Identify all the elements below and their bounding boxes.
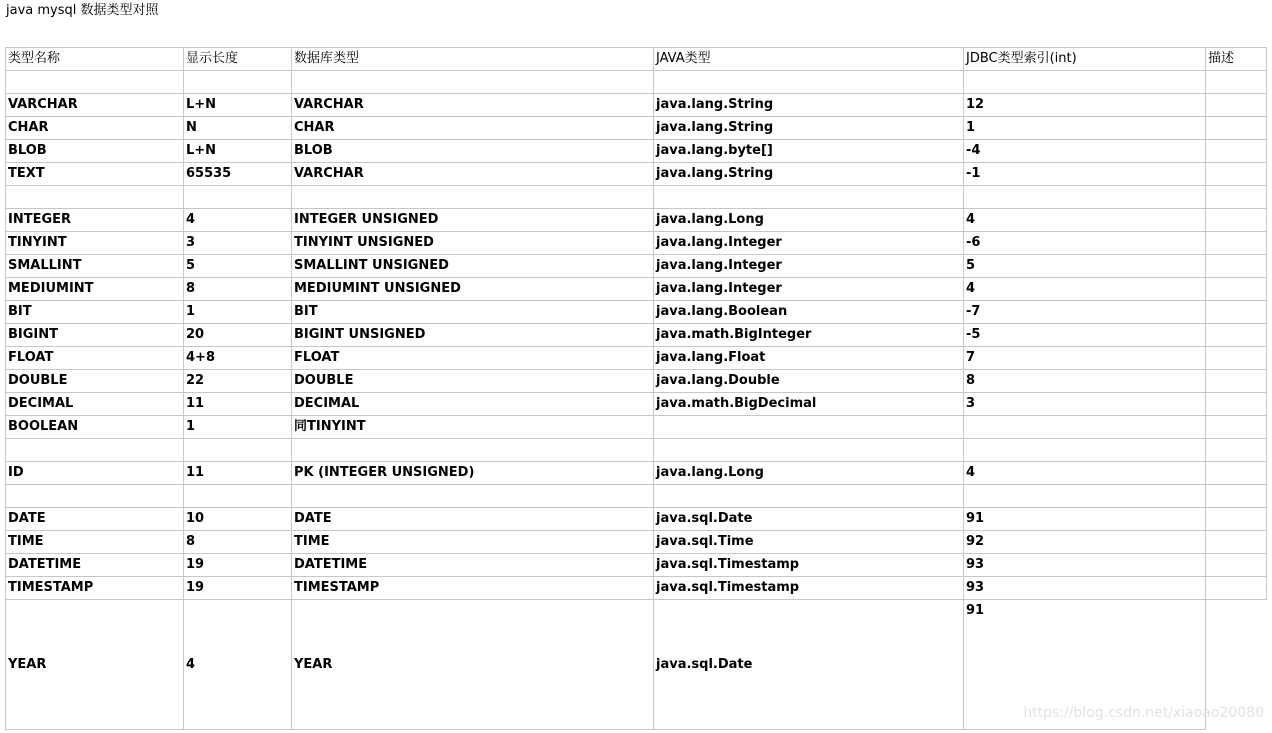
cell-type-name: TINYINT xyxy=(6,232,184,255)
cell-description xyxy=(1206,462,1267,485)
cell-display-length xyxy=(184,71,292,94)
cell-type-name xyxy=(6,485,184,508)
cell-db-type: TIMESTAMP xyxy=(292,577,654,600)
cell-display-length xyxy=(184,186,292,209)
cell-java-type xyxy=(654,71,964,94)
cell-description xyxy=(1206,163,1267,186)
cell-java-type: java.math.BigInteger xyxy=(654,324,964,347)
cell-db-type: FLOAT xyxy=(292,347,654,370)
cell-jdbc-index: 4 xyxy=(964,278,1206,301)
cell-db-type: VARCHAR xyxy=(292,94,654,117)
cell-display-length: 22 xyxy=(184,370,292,393)
cell-type-name: BOOLEAN xyxy=(6,416,184,439)
cell-description xyxy=(1206,485,1267,508)
cell-jdbc-index: -1 xyxy=(964,163,1206,186)
cell-description xyxy=(1206,370,1267,393)
cell-db-type: INTEGER UNSIGNED xyxy=(292,209,654,232)
cell-description xyxy=(1206,94,1267,117)
cell-java-type: java.lang.Integer xyxy=(654,232,964,255)
cell-display-length xyxy=(184,485,292,508)
cell-jdbc-index: -6 xyxy=(964,232,1206,255)
table-row xyxy=(6,485,1267,508)
cell-java-type xyxy=(654,485,964,508)
cell-jdbc-index: -4 xyxy=(964,140,1206,163)
cell-jdbc-index: 93 xyxy=(964,554,1206,577)
cell-type-name: BIT xyxy=(6,301,184,324)
watermark: https://blog.csdn.net/xiaoao20080 xyxy=(1023,705,1264,721)
cell-type-name: BLOB xyxy=(6,140,184,163)
cell-display-length: N xyxy=(184,117,292,140)
cell-jdbc-index: 5 xyxy=(964,255,1206,278)
cell-description xyxy=(1206,255,1267,278)
cell-db-type: TIME xyxy=(292,531,654,554)
cell-display-length: 19 xyxy=(184,554,292,577)
table-row xyxy=(6,439,1267,462)
header-description: 描述 xyxy=(1206,48,1267,71)
table-row xyxy=(6,301,1267,324)
table-row xyxy=(6,186,1267,209)
cell-jdbc-index: 12 xyxy=(964,94,1206,117)
table-row xyxy=(6,71,1267,94)
cell-type-name: VARCHAR xyxy=(6,94,184,117)
cell-display-length: 19 xyxy=(184,577,292,600)
table-row xyxy=(6,140,1267,163)
cell-type-name: BIGINT xyxy=(6,324,184,347)
cell-type-name: DATETIME xyxy=(6,554,184,577)
cell-java-type: java.lang.Integer xyxy=(654,255,964,278)
type-mapping-table xyxy=(5,47,1267,730)
cell-db-type: BIGINT UNSIGNED xyxy=(292,324,654,347)
cell-description xyxy=(1206,347,1267,370)
table-row xyxy=(6,508,1267,531)
cell-db-type xyxy=(292,485,654,508)
cell-java-type: java.lang.String xyxy=(654,94,964,117)
cell-description xyxy=(1206,554,1267,577)
cell-db-type: TINYINT UNSIGNED xyxy=(292,232,654,255)
cell-jdbc-index xyxy=(964,485,1206,508)
cell-display-length: 1 xyxy=(184,301,292,324)
cell-display-length: 3 xyxy=(184,232,292,255)
cell-display-length: 8 xyxy=(184,531,292,554)
cell-description xyxy=(1206,278,1267,301)
cell-type-name: TEXT xyxy=(6,163,184,186)
cell-display-length: 20 xyxy=(184,324,292,347)
cell-java-type xyxy=(654,439,964,462)
cell-java-type xyxy=(654,186,964,209)
cell-db-type: SMALLINT UNSIGNED xyxy=(292,255,654,278)
table-row xyxy=(6,370,1267,393)
cell-display-length xyxy=(184,439,292,462)
cell-java-type: java.lang.byte[] xyxy=(654,140,964,163)
cell-jdbc-index: 4 xyxy=(964,462,1206,485)
cell-db-type: DECIMAL xyxy=(292,393,654,416)
cell-jdbc-index: 93 xyxy=(964,577,1206,600)
cell-type-name: CHAR xyxy=(6,117,184,140)
table-row xyxy=(6,416,1267,439)
table-row xyxy=(6,278,1267,301)
cell-display-length: 11 xyxy=(184,393,292,416)
cell-jdbc-index: -7 xyxy=(964,301,1206,324)
cell-java-type: java.sql.Time xyxy=(654,531,964,554)
cell-type-name: DECIMAL xyxy=(6,393,184,416)
cell-db-type xyxy=(292,71,654,94)
cell-type-name: ID xyxy=(6,462,184,485)
cell-jdbc-index: 92 xyxy=(964,531,1206,554)
cell-db-type: BLOB xyxy=(292,140,654,163)
cell-jdbc-index: 91 xyxy=(964,600,1206,730)
cell-type-name xyxy=(6,71,184,94)
cell-description xyxy=(1206,324,1267,347)
cell-display-length: 10 xyxy=(184,508,292,531)
cell-display-length: 1 xyxy=(184,416,292,439)
cell-display-length: 4 xyxy=(184,600,292,730)
cell-type-name: DOUBLE xyxy=(6,370,184,393)
cell-description xyxy=(1206,508,1267,531)
cell-type-name: FLOAT xyxy=(6,347,184,370)
cell-java-type: java.lang.Integer xyxy=(654,278,964,301)
cell-jdbc-index: 1 xyxy=(964,117,1206,140)
cell-type-name: YEAR xyxy=(6,600,184,730)
cell-db-type: MEDIUMINT UNSIGNED xyxy=(292,278,654,301)
cell-db-type: VARCHAR xyxy=(292,163,654,186)
cell-db-type: PK (INTEGER UNSIGNED) xyxy=(292,462,654,485)
cell-type-name xyxy=(6,186,184,209)
cell-db-type: CHAR xyxy=(292,117,654,140)
cell-description xyxy=(1206,301,1267,324)
cell-jdbc-index: 91 xyxy=(964,508,1206,531)
cell-jdbc-index: 7 xyxy=(964,347,1206,370)
cell-description xyxy=(1206,209,1267,232)
cell-jdbc-index xyxy=(964,71,1206,94)
cell-type-name: TIME xyxy=(6,531,184,554)
table-body xyxy=(6,48,1267,730)
table-row xyxy=(6,163,1267,186)
cell-db-type xyxy=(292,186,654,209)
cell-description xyxy=(1206,117,1267,140)
cell-display-length: 8 xyxy=(184,278,292,301)
cell-display-length: 4 xyxy=(184,209,292,232)
header-jdbc-index: JDBC类型索引(int) xyxy=(964,48,1206,71)
table-row xyxy=(6,531,1267,554)
cell-type-name: SMALLINT xyxy=(6,255,184,278)
table-row xyxy=(6,324,1267,347)
cell-java-type: java.math.BigDecimal xyxy=(654,393,964,416)
header-java-type: JAVA类型 xyxy=(654,48,964,71)
table-row xyxy=(6,577,1267,600)
cell-display-length: L+N xyxy=(184,94,292,117)
table-row xyxy=(6,393,1267,416)
cell-java-type: java.lang.Float xyxy=(654,347,964,370)
cell-java-type: java.sql.Date xyxy=(654,508,964,531)
cell-java-type: java.lang.String xyxy=(654,117,964,140)
table-row xyxy=(6,232,1267,255)
cell-db-type: YEAR xyxy=(292,600,654,730)
cell-description xyxy=(1206,439,1267,462)
cell-jdbc-index xyxy=(964,439,1206,462)
cell-description xyxy=(1206,140,1267,163)
cell-db-type: BIT xyxy=(292,301,654,324)
table-header-row xyxy=(6,48,1267,71)
cell-java-type: java.lang.String xyxy=(654,163,964,186)
header-db-type: 数据库类型 xyxy=(292,48,654,71)
cell-description xyxy=(1206,416,1267,439)
cell-db-type xyxy=(292,439,654,462)
table-row xyxy=(6,347,1267,370)
cell-display-length: 11 xyxy=(184,462,292,485)
cell-description xyxy=(1206,393,1267,416)
cell-display-length: 65535 xyxy=(184,163,292,186)
table-row xyxy=(6,462,1267,485)
table-row xyxy=(6,255,1267,278)
cell-java-type: java.sql.Timestamp xyxy=(654,577,964,600)
cell-jdbc-index: 4 xyxy=(964,209,1206,232)
cell-display-length: 5 xyxy=(184,255,292,278)
cell-db-type: DATE xyxy=(292,508,654,531)
page-title: java mysql 数据类型对照 xyxy=(6,3,159,18)
cell-type-name: MEDIUMINT xyxy=(6,278,184,301)
cell-description xyxy=(1206,186,1267,209)
table-row xyxy=(6,117,1267,140)
cell-type-name: TIMESTAMP xyxy=(6,577,184,600)
cell-db-type: 同TINYINT xyxy=(292,416,654,439)
cell-description xyxy=(1206,531,1267,554)
cell-java-type: java.sql.Timestamp xyxy=(654,554,964,577)
cell-description xyxy=(1206,71,1267,94)
header-type-name: 类型名称 xyxy=(6,48,184,71)
table-row xyxy=(6,94,1267,117)
cell-type-name: DATE xyxy=(6,508,184,531)
cell-db-type: DATETIME xyxy=(292,554,654,577)
cell-display-length: L+N xyxy=(184,140,292,163)
cell-java-type xyxy=(654,416,964,439)
header-display-length: 显示长度 xyxy=(184,48,292,71)
cell-display-length: 4+8 xyxy=(184,347,292,370)
cell-type-name xyxy=(6,439,184,462)
cell-jdbc-index: 3 xyxy=(964,393,1206,416)
cell-jdbc-index xyxy=(964,186,1206,209)
cell-description xyxy=(1206,232,1267,255)
cell-java-type: java.lang.Long xyxy=(654,462,964,485)
cell-jdbc-index xyxy=(964,416,1206,439)
table-row xyxy=(6,554,1267,577)
table-row xyxy=(6,209,1267,232)
cell-jdbc-index: 8 xyxy=(964,370,1206,393)
cell-jdbc-index: -5 xyxy=(964,324,1206,347)
cell-java-type: java.lang.Boolean xyxy=(654,301,964,324)
cell-java-type: java.lang.Double xyxy=(654,370,964,393)
cell-java-type: java.lang.Long xyxy=(654,209,964,232)
cell-db-type: DOUBLE xyxy=(292,370,654,393)
cell-java-type: java.sql.Date xyxy=(654,600,964,730)
cell-description xyxy=(1206,577,1267,600)
cell-type-name: INTEGER xyxy=(6,209,184,232)
